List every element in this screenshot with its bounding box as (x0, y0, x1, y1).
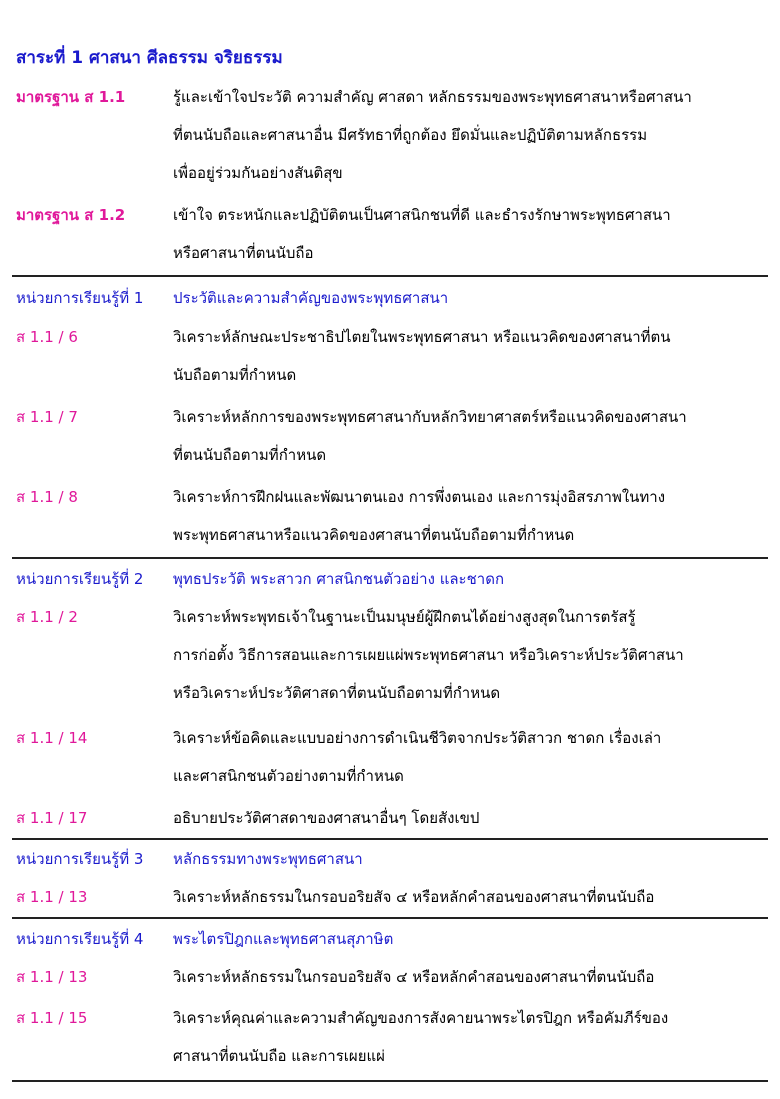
text-line: และศาสนิกชนตัวอย่างตามที่กำหนด (173, 767, 404, 785)
unit-title: พระไตรปิฎกและพุทธศาสนสุภาษิต (173, 930, 394, 948)
standard-description (173, 78, 773, 192)
text-line: วิเคราะห์หลักธรรมในกรอบอริยสัจ ๔ หรือหลักคำสอนของศาสนาที่ตนนับถือ (173, 888, 655, 906)
standard-description (173, 196, 773, 272)
unit-title: หลักธรรมทางพระพุทธศาสนา (173, 850, 363, 868)
text-line: วิเคราะห์หลักการของพระพุทธศาสนากับหลักวิทยาศาสตร์หรือแนวคิดของศาสนา (173, 408, 687, 426)
text-line: วิเคราะห์พระพุทธเจ้าในฐานะเป็นมนุษย์ผู้ฝึกตนได้อย่างสูงสุดในการตรัสรู้ (173, 608, 636, 626)
text-line: พระพุทธศาสนาหรือแนวคิดของศาสนาที่ตนนับถือตามที่กำหนด (173, 526, 575, 544)
text-line: หรือศาสนาที่ตนนับถือ (173, 244, 314, 262)
indicator-code: ส 1.1 / 15 (16, 1009, 88, 1027)
unit-header (16, 840, 363, 878)
unit-header (16, 560, 505, 598)
unit-header (16, 920, 394, 958)
section-divider (12, 557, 768, 559)
unit-label: หน่วยการเรียนรู้ที่ 3 (16, 850, 144, 868)
indicator-code: ส 1.1 / 17 (16, 809, 88, 827)
text-line: ศาสนาที่ตนนับถือ และการเผยแผ่ (173, 1047, 385, 1065)
text-line: วิเคราะห์ข้อคิดและแบบอย่างการดำเนินชีวิตจากประวัติสาวก ชาดก เรื่องเล่า (173, 729, 662, 747)
section-divider (12, 275, 768, 277)
unit-label: หน่วยการเรียนรู้ที่ 4 (16, 930, 144, 948)
indicator-description (173, 999, 773, 1075)
section-divider (12, 917, 768, 919)
indicator-description (173, 878, 773, 916)
text-line: หรือวิเคราะห์ประวัติศาสดาที่ตนนับถือตามที่กำหนด (173, 684, 501, 702)
text-line: รู้และเข้าใจประวัติ ความสำคัญ ศาสดา หลักธรรมของพระพุทธศาสนาหรือศาสนา (173, 88, 692, 106)
text-line: ที่ตนนับถือตามที่กำหนด (173, 446, 327, 464)
unit-title: ประวัติและความสำคัญของพระพุทธศาสนา (173, 289, 449, 307)
text-line: เข้าใจ ตระหนักและปฏิบัติตนเป็นศาสนิกชนที่ดี และธำรงรักษาพระพุทธศาสนา (173, 206, 671, 224)
unit-label: หน่วยการเรียนรู้ที่ 2 (16, 570, 144, 588)
unit-label: หน่วยการเรียนรู้ที่ 1 (16, 289, 144, 307)
indicator-code: ส 1.1 / 6 (16, 328, 78, 346)
indicator-description (173, 398, 773, 474)
indicator-code: ส 1.1 / 13 (16, 968, 88, 986)
indicator-description (173, 958, 773, 996)
text-line: วิเคราะห์หลักธรรมในกรอบอริยสัจ ๔ หรือหลักคำสอนของศาสนาที่ตนนับถือ (173, 968, 655, 986)
text-line: วิเคราะห์คุณค่าและความสำคัญของการสังคายนาพระไตรปิฎก หรือคัมภีร์ของ (173, 1009, 669, 1027)
unit-title: พุทธประวัติ พระสาวก ศาสนิกชนตัวอย่าง และชาดก (173, 570, 505, 588)
standard-label: มาตรฐาน ส 1.1 (16, 88, 126, 106)
text-line: อธิบายประวัติศาสดาของศาสนาอื่นๆ โดยสังเขป (173, 809, 480, 827)
unit-header (16, 279, 449, 317)
section-divider (12, 1080, 768, 1082)
text-line: การก่อตั้ง วิธีการสอนและการเผยแผ่พระพุทธศาสนา หรือวิเคราะห์ประวัติศาสนา (173, 646, 684, 664)
text-line: เพื่ออยู่ร่วมกันอย่างสันติสุข (173, 164, 343, 182)
indicator-description (173, 799, 773, 837)
text-line: วิเคราะห์การฝึกฝนและพัฒนาตนเอง การพึ่งตนเอง และการมุ่งอิสรภาพในทาง (173, 488, 666, 506)
text-line: นับถือตามที่กำหนด (173, 366, 297, 384)
indicator-code: ส 1.1 / 13 (16, 888, 88, 906)
indicator-code: ส 1.1 / 14 (16, 729, 88, 747)
indicator-description (173, 719, 773, 795)
indicator-code: ส 1.1 / 8 (16, 488, 78, 506)
text-line: วิเคราะห์ลักษณะประชาธิปไตยในพระพุทธศาสนา หรือแนวคิดของศาสนาที่ตน (173, 328, 671, 346)
indicator-code: ส 1.1 / 2 (16, 608, 78, 626)
indicator-description (173, 598, 773, 712)
subject-title: สาระที่ 1 ศาสนา ศีลธรรม จริยธรรม (16, 48, 283, 68)
indicator-code: ส 1.1 / 7 (16, 408, 78, 426)
indicator-description (173, 318, 773, 394)
indicator-description (173, 478, 773, 554)
text-line: ที่ตนนับถือและศาสนาอื่น มีศรัทธาที่ถูกต้อง ยึดมั่นและปฏิบัติตามหลักธรรม (173, 126, 648, 144)
standard-label: มาตรฐาน ส 1.2 (16, 206, 126, 224)
